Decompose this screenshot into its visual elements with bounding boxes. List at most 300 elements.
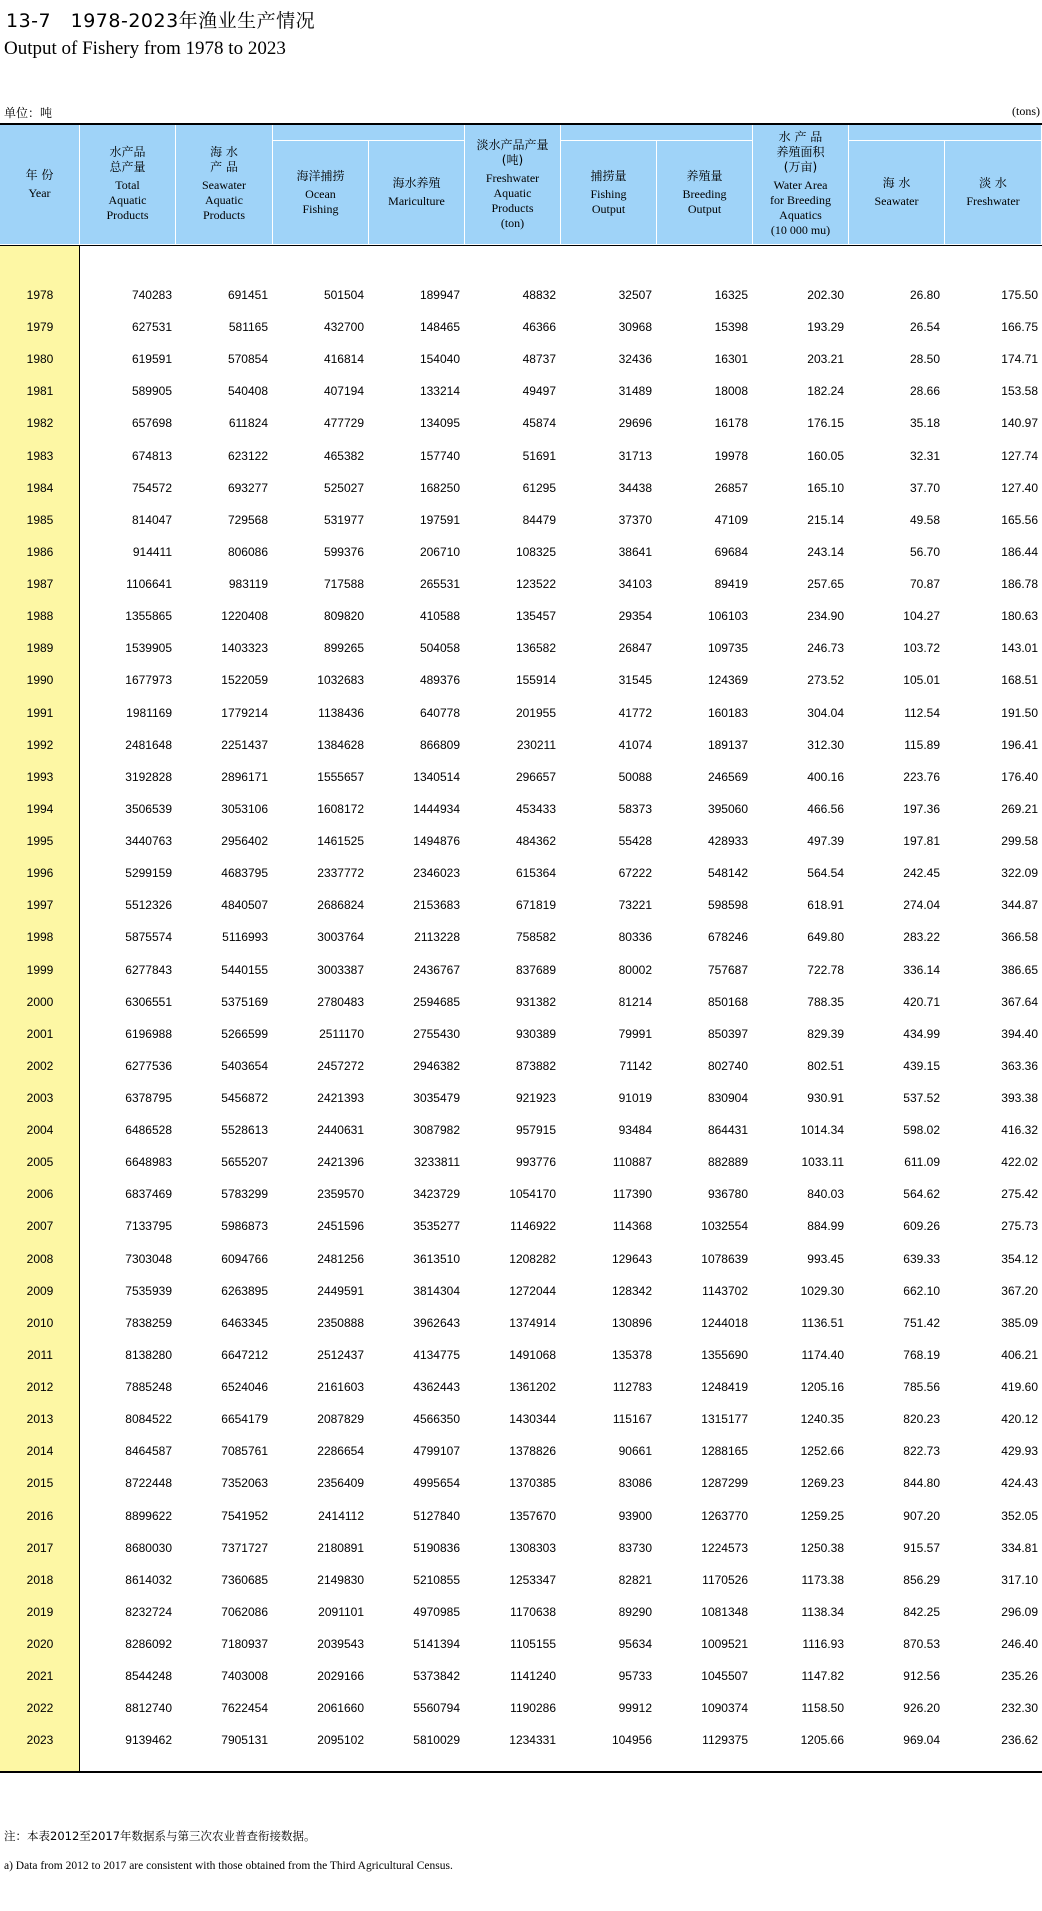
value-cell: 671819 [515, 898, 556, 913]
value-cell: 30968 [618, 320, 652, 335]
value-cell: 168.51 [1001, 673, 1038, 688]
value-cell: 1779214 [221, 705, 268, 720]
value-cell: 29696 [618, 416, 652, 431]
value-cell: 140.97 [1001, 416, 1038, 431]
value-cell: 564.54 [807, 866, 844, 881]
value-cell: 1555657 [317, 769, 364, 784]
value-cell: 112.54 [904, 705, 940, 720]
value-cell: 130896 [611, 1315, 652, 1330]
value-cell: 1357670 [509, 1508, 556, 1523]
value-cell: 1054170 [509, 1187, 556, 1202]
value-cell: 7303048 [125, 1251, 172, 1266]
value-cell: 540408 [227, 384, 268, 399]
value-cell: 627531 [131, 320, 172, 335]
value-cell: 3506539 [125, 801, 172, 816]
value-cell: 6524046 [221, 1380, 268, 1395]
value-cell: 47109 [714, 512, 748, 527]
value-cell: 7622454 [221, 1701, 268, 1716]
value-cell: 4840507 [221, 898, 268, 913]
value-cell: 201955 [515, 705, 556, 720]
value-cell: 2755430 [413, 1026, 460, 1041]
value-cell: 37370 [618, 512, 652, 527]
title-en: Output of Fishery from 1978 to 2023 [4, 38, 286, 59]
value-cell: 1234331 [509, 1733, 556, 1748]
value-cell: 4799107 [413, 1444, 460, 1459]
value-cell: 5875574 [125, 930, 172, 945]
header-label-en: Total Aquatic Products [106, 178, 149, 222]
year-cell: 2022 [26, 1701, 54, 1716]
value-cell: 432700 [323, 320, 364, 335]
year-cell: 1983 [26, 448, 54, 463]
title-cn: 13-7 1978-2023年渔业生产情况 [6, 10, 316, 32]
value-cell: 2346023 [413, 866, 460, 881]
value-cell: 599376 [323, 544, 364, 559]
value-cell: 2029166 [317, 1669, 364, 1684]
value-cell: 8614032 [125, 1572, 172, 1587]
value-cell: 31713 [618, 448, 652, 463]
value-cell: 400.16 [807, 769, 844, 784]
value-cell: 106103 [707, 609, 748, 624]
year-cell: 1979 [26, 320, 54, 335]
value-cell: 1608172 [317, 801, 364, 816]
value-cell: 416814 [323, 352, 364, 367]
unit-en: (tons) [1012, 104, 1040, 118]
value-cell: 79991 [618, 1026, 652, 1041]
value-cell: 1090374 [701, 1701, 748, 1716]
value-cell: 1308303 [509, 1540, 556, 1555]
value-cell: 367.64 [1001, 994, 1038, 1009]
value-cell: 1129375 [702, 1733, 748, 1748]
header-label-en: Fishing Output [590, 186, 627, 216]
value-cell: 246569 [707, 769, 748, 784]
value-cell: 110887 [612, 1155, 652, 1170]
value-cell: 537.52 [903, 1091, 940, 1105]
value-cell: 407194 [323, 384, 364, 399]
value-cell: 993.45 [807, 1251, 844, 1266]
value-cell: 1105155 [510, 1637, 556, 1652]
value-cell: 6306551 [125, 994, 172, 1009]
value-cell: 223.76 [903, 769, 940, 784]
value-cell: 3003764 [317, 930, 364, 945]
year-cell: 2001 [26, 1026, 54, 1041]
year-cell: 1980 [26, 352, 54, 367]
value-cell: 203.21 [807, 352, 844, 367]
value-cell: 2350888 [317, 1315, 364, 1330]
value-cell: 936780 [707, 1187, 748, 1202]
year-cell: 2019 [26, 1604, 54, 1619]
value-cell: 611.09 [904, 1155, 940, 1170]
value-cell: 70.87 [909, 577, 940, 592]
value-cell: 61295 [522, 480, 556, 495]
value-cell: 5440155 [221, 962, 268, 977]
value-cell: 3423729 [413, 1187, 460, 1202]
value-cell: 1205.66 [800, 1733, 844, 1748]
value-cell: 1078639 [701, 1251, 748, 1266]
value-cell: 882889 [707, 1155, 748, 1170]
value-cell: 1461525 [317, 834, 364, 849]
value-cell: 6094766 [221, 1251, 268, 1266]
value-cell: 5190836 [413, 1540, 460, 1555]
value-cell: 135378 [611, 1347, 652, 1362]
value-cell: 674813 [131, 448, 172, 463]
value-cell: 1141240 [510, 1669, 556, 1684]
value-cell: 283.22 [903, 930, 940, 945]
value-cell: 2436767 [413, 962, 460, 977]
value-cell: 4970985 [413, 1604, 460, 1619]
value-cell: 829.39 [807, 1026, 844, 1041]
value-cell: 6486528 [125, 1123, 172, 1138]
value-cell: 1081348 [701, 1604, 748, 1619]
value-cell: 3233811 [414, 1155, 460, 1170]
value-cell: 623122 [227, 448, 268, 463]
value-cell: 729568 [227, 512, 268, 527]
header-label-en: Seawater Aquatic Products [202, 178, 246, 222]
value-cell: 5512326 [125, 898, 172, 913]
value-cell: 7062086 [221, 1604, 268, 1619]
value-cell: 1248419 [701, 1380, 748, 1395]
value-cell: 2359570 [317, 1187, 364, 1202]
value-cell: 619591 [131, 352, 172, 367]
value-cell: 1220408 [221, 609, 268, 624]
value-cell: 246.73 [807, 641, 844, 656]
value-cell: 3192828 [125, 769, 172, 784]
value-cell: 921923 [515, 1091, 556, 1105]
value-cell: 2251437 [221, 737, 268, 752]
value-cell: 344.87 [1001, 898, 1038, 913]
value-cell: 49497 [522, 384, 556, 399]
year-cell: 2008 [26, 1251, 54, 1266]
value-cell: 1252.66 [800, 1444, 844, 1459]
value-cell: 2481256 [317, 1251, 364, 1266]
value-cell: 1032683 [317, 673, 364, 688]
value-cell: 2449591 [317, 1283, 364, 1298]
value-cell: 127.74 [1001, 448, 1038, 463]
value-cell: 2337772 [317, 866, 364, 881]
value-cell: 931382 [515, 994, 556, 1009]
year-cell: 1978 [26, 288, 54, 302]
header-label-cn: 海 水 [882, 176, 911, 190]
value-cell: 191.50 [1001, 705, 1038, 720]
value-cell: 26.54 [909, 320, 940, 335]
value-cell: 1539905 [125, 641, 172, 656]
value-cell: 873882 [515, 1058, 556, 1073]
value-cell: 429.93 [1001, 1444, 1038, 1459]
year-cell: 1993 [26, 769, 54, 784]
value-cell: 189947 [419, 288, 460, 302]
value-cell: 1522059 [221, 673, 268, 688]
value-cell: 242.45 [903, 866, 940, 881]
value-cell: 8464587 [125, 1444, 172, 1459]
value-cell: 234.90 [807, 609, 844, 624]
value-cell: 273.52 [807, 673, 844, 688]
value-cell: 5783299 [221, 1187, 268, 1202]
value-cell: 246.40 [1001, 1637, 1038, 1652]
value-cell: 275.42 [1001, 1187, 1038, 1202]
header-label-en: Freshwater Aquatic Products (ton) [485, 170, 540, 230]
value-cell: 465382 [323, 448, 364, 463]
value-cell: 6378795 [125, 1091, 172, 1105]
header-label-cn: 水产品 总产量 [109, 145, 146, 174]
year-cell: 2020 [26, 1637, 54, 1652]
value-cell: 914411 [132, 544, 172, 559]
year-cell: 1982 [26, 416, 54, 431]
value-cell: 274.04 [903, 898, 940, 913]
value-cell: 165.10 [807, 480, 844, 495]
value-cell: 93900 [618, 1508, 652, 1523]
value-cell: 422.02 [1001, 1155, 1038, 1170]
value-cell: 406.21 [1001, 1347, 1038, 1362]
year-cell: 1995 [26, 834, 54, 849]
value-cell: 1146922 [510, 1219, 556, 1234]
value-cell: 8812740 [125, 1701, 172, 1716]
year-cell: 2007 [26, 1219, 54, 1234]
value-cell: 73221 [618, 898, 652, 913]
value-cell: 1014.34 [800, 1123, 844, 1138]
value-cell: 598.02 [903, 1123, 940, 1138]
value-cell: 275.73 [1001, 1219, 1038, 1234]
year-cell: 2012 [26, 1380, 54, 1395]
value-cell: 1288165 [701, 1444, 748, 1459]
value-cell: 81214 [618, 994, 652, 1009]
value-cell: 531977 [323, 512, 364, 527]
value-cell: 2481648 [125, 737, 172, 752]
value-cell: 439.15 [903, 1058, 940, 1073]
year-cell: 1989 [26, 641, 54, 656]
value-cell: 1403323 [221, 641, 268, 656]
value-cell: 41074 [618, 737, 652, 752]
value-cell: 424.43 [1001, 1476, 1038, 1491]
value-cell: 117390 [612, 1187, 652, 1202]
value-cell: 7360685 [221, 1572, 268, 1587]
value-cell: 639.33 [903, 1251, 940, 1266]
value-cell: 2113228 [414, 930, 460, 945]
value-cell: 1491068 [509, 1347, 556, 1362]
value-cell: 115.89 [904, 737, 940, 752]
year-cell: 1997 [26, 898, 54, 913]
value-cell: 235.26 [1001, 1669, 1038, 1684]
value-cell: 915.57 [903, 1540, 940, 1555]
value-cell: 1374914 [509, 1315, 556, 1330]
value-cell: 2440631 [317, 1123, 364, 1138]
value-cell: 615364 [515, 866, 556, 881]
value-cell: 3053106 [221, 801, 268, 816]
value-cell: 32.31 [909, 448, 940, 463]
value-cell: 46366 [522, 320, 556, 335]
value-cell: 143.01 [1001, 641, 1038, 656]
value-cell: 525027 [323, 480, 364, 495]
value-cell: 366.58 [1001, 930, 1038, 945]
value-cell: 1250.38 [800, 1540, 844, 1555]
year-cell: 2017 [26, 1540, 54, 1555]
value-cell: 26857 [714, 480, 748, 495]
value-cell: 31545 [618, 673, 652, 688]
value-cell: 296.09 [1001, 1604, 1038, 1619]
header-label-en: Mariculture [388, 194, 445, 208]
value-cell: 5403654 [221, 1058, 268, 1073]
value-cell: 8899622 [125, 1508, 172, 1523]
value-cell: 182.24 [807, 384, 844, 399]
value-cell: 3814304 [413, 1283, 460, 1298]
value-cell: 993776 [515, 1155, 556, 1170]
value-cell: 717588 [323, 577, 364, 592]
value-cell: 37.70 [909, 480, 940, 495]
value-cell: 1174.40 [801, 1347, 844, 1362]
value-cell: 354.12 [1001, 1251, 1038, 1266]
header-label-cn: 养殖量 [686, 168, 723, 183]
value-cell: 193.29 [807, 320, 844, 335]
value-cell: 820.23 [903, 1412, 940, 1427]
year-cell: 2018 [26, 1572, 54, 1587]
value-cell: 2180891 [317, 1540, 364, 1555]
value-cell: 196.41 [1001, 737, 1038, 752]
value-cell: 8138280 [125, 1347, 172, 1362]
value-cell: 758582 [515, 930, 556, 945]
value-cell: 180.63 [1001, 609, 1038, 624]
value-cell: 7133795 [125, 1219, 172, 1234]
value-cell: 416.32 [1001, 1123, 1038, 1138]
value-cell: 19978 [714, 448, 748, 463]
value-cell: 41772 [618, 705, 652, 720]
value-cell: 822.73 [903, 1444, 940, 1459]
value-cell: 236.62 [1001, 1733, 1038, 1748]
value-cell: 80336 [618, 930, 652, 945]
header-label-cn: 年 份 [25, 167, 54, 182]
note-cn: 注：本表2012至2017年数据系与第三次农业普查衔接数据。 [4, 1829, 316, 1843]
value-cell: 1315177 [701, 1412, 748, 1427]
value-cell: 136582 [515, 641, 556, 656]
value-cell: 7403008 [221, 1669, 268, 1684]
value-cell: 7885248 [125, 1380, 172, 1395]
value-cell: 2896171 [221, 769, 268, 784]
value-cell: 202.30 [807, 288, 844, 302]
value-cell: 18008 [714, 384, 748, 399]
value-cell: 393.38 [1001, 1091, 1038, 1105]
value-cell: 640778 [419, 705, 460, 720]
value-cell: 609.26 [903, 1219, 940, 1234]
year-cell: 1988 [26, 609, 54, 624]
value-cell: 6196988 [125, 1026, 172, 1041]
value-cell: 850168 [707, 994, 748, 1009]
value-cell: 484362 [515, 834, 556, 849]
value-cell: 16325 [714, 288, 748, 302]
value-cell: 16178 [714, 416, 748, 431]
value-cell: 434.99 [903, 1026, 940, 1041]
value-cell: 160.05 [807, 448, 844, 463]
value-cell: 154040 [419, 352, 460, 367]
value-cell: 814047 [131, 512, 172, 527]
value-cell: 5373842 [413, 1669, 460, 1684]
value-cell: 2421393 [317, 1091, 364, 1105]
value-cell: 2457272 [317, 1058, 364, 1073]
value-cell: 957915 [515, 1123, 556, 1138]
value-cell: 1384628 [317, 737, 364, 752]
value-cell: 884.99 [807, 1219, 844, 1234]
year-cell: 2000 [26, 994, 54, 1009]
year-cell: 2009 [26, 1283, 54, 1298]
value-cell: 108325 [515, 544, 556, 559]
header-label-cn: 捕捞量 [590, 168, 627, 183]
year-cell: 1994 [26, 801, 54, 816]
value-cell: 1444934 [413, 801, 460, 816]
value-cell: 95634 [618, 1637, 652, 1652]
value-cell: 2087829 [317, 1412, 364, 1427]
value-cell: 1378826 [509, 1444, 556, 1459]
value-cell: 35.18 [909, 416, 940, 431]
year-cell: 2010 [26, 1315, 54, 1330]
value-cell: 153.58 [1001, 384, 1038, 399]
value-cell: 269.21 [1001, 801, 1038, 816]
value-cell: 103.72 [903, 641, 940, 656]
value-cell: 806086 [227, 544, 268, 559]
value-cell: 802740 [707, 1058, 748, 1073]
value-cell: 5456872 [221, 1091, 268, 1105]
value-cell: 4995654 [413, 1476, 460, 1491]
value-cell: 1355865 [125, 609, 172, 624]
value-cell: 7180937 [221, 1637, 268, 1652]
value-cell: 678246 [707, 930, 748, 945]
value-cell: 322.09 [1001, 866, 1038, 881]
value-cell: 312.30 [807, 737, 844, 752]
value-cell: 1269.23 [800, 1476, 844, 1491]
year-cell: 2013 [26, 1412, 54, 1427]
value-cell: 589905 [131, 384, 172, 399]
value-cell: 466.56 [807, 801, 844, 816]
value-cell: 304.04 [807, 705, 844, 720]
value-cell: 497.39 [807, 834, 844, 849]
value-cell: 2946382 [413, 1058, 460, 1073]
value-cell: 570854 [227, 352, 268, 367]
year-cell: 2023 [26, 1733, 54, 1748]
value-cell: 1430344 [509, 1412, 556, 1427]
value-cell: 174.71 [1001, 352, 1038, 367]
value-cell: 6263895 [221, 1283, 268, 1298]
value-cell: 115167 [612, 1412, 652, 1427]
value-cell: 5655207 [221, 1155, 268, 1170]
value-cell: 930389 [515, 1026, 556, 1041]
value-cell: 127.40 [1001, 480, 1038, 495]
value-cell: 83086 [618, 1476, 652, 1491]
value-cell: 844.80 [903, 1476, 940, 1491]
header-label-cn: 淡 水 [979, 176, 1007, 190]
value-cell: 3962643 [413, 1315, 460, 1330]
value-cell: 7352063 [221, 1476, 268, 1491]
year-cell: 1984 [26, 480, 54, 495]
value-cell: 501504 [323, 288, 364, 302]
value-cell: 148465 [419, 320, 460, 335]
value-cell: 7541952 [221, 1508, 268, 1523]
value-cell: 4134775 [413, 1347, 460, 1362]
value-cell: 91019 [618, 1091, 652, 1105]
value-cell: 112783 [612, 1380, 652, 1395]
value-cell: 104.27 [903, 609, 940, 624]
value-cell: 693277 [227, 480, 268, 495]
value-cell: 1116.93 [802, 1637, 844, 1652]
year-cell: 2021 [26, 1669, 54, 1684]
value-cell: 1240.35 [800, 1412, 844, 1427]
value-cell: 1170638 [510, 1604, 556, 1619]
header-label-en: Ocean Fishing [302, 186, 339, 216]
value-cell: 176.40 [1001, 769, 1038, 784]
value-cell: 1045507 [701, 1669, 748, 1684]
value-cell: 420.12 [1001, 1412, 1038, 1427]
value-cell: 2161603 [317, 1380, 364, 1395]
value-cell: 28.50 [909, 352, 940, 367]
value-cell: 48832 [522, 288, 556, 302]
value-cell: 983119 [228, 577, 268, 592]
value-cell: 8680030 [125, 1540, 172, 1555]
header-label-cn: 海洋捕捞 [296, 168, 345, 183]
year-cell: 2014 [26, 1444, 54, 1459]
